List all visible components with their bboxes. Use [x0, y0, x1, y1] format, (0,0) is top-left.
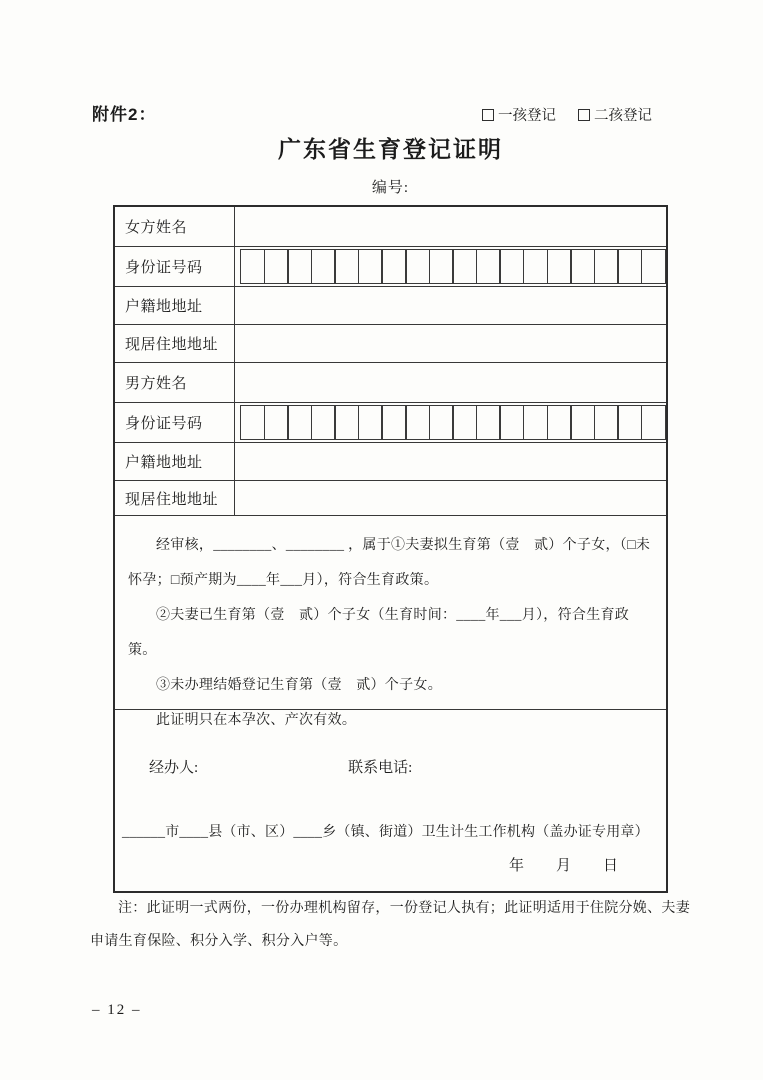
- id-digit-cell[interactable]: [499, 405, 524, 440]
- two-child-checkbox-item: [578, 104, 652, 125]
- id-digit-cell[interactable]: [523, 249, 548, 284]
- id-digit-cell[interactable]: [452, 249, 477, 284]
- id-digit-cell[interactable]: [476, 249, 501, 284]
- handler-label: 经办人:: [149, 760, 199, 776]
- id-digit-cell[interactable]: [240, 405, 265, 440]
- id-digit-cell[interactable]: [311, 405, 336, 440]
- man-name-field[interactable]: [235, 363, 666, 402]
- table-row: [115, 247, 666, 287]
- date-line: [115, 854, 666, 875]
- id-digit-cell[interactable]: [547, 405, 572, 440]
- woman-id-number-field[interactable]: [235, 247, 666, 286]
- id-digit-cell[interactable]: [617, 405, 642, 440]
- table-row: [115, 403, 666, 443]
- date-year-label: 年: [508, 858, 524, 874]
- registration-type-checkboxes: [482, 104, 652, 125]
- id-digit-cell[interactable]: [570, 405, 595, 440]
- page-number: – 12 –: [92, 1002, 142, 1018]
- id-digit-cell[interactable]: [358, 249, 383, 284]
- review-paragraph-1: 经审核，________、________ ，属于①夫妻拟生育第（壹 贰）个子女，（□未怀孕；□预产期为____年___月），符合生育政策。: [128, 538, 651, 588]
- id-digit-cell[interactable]: [594, 249, 619, 284]
- id-digit-cell[interactable]: [358, 405, 383, 440]
- two-child-checkbox-label: 二孩登记: [594, 108, 652, 124]
- table-row: [115, 207, 666, 247]
- id-digit-cell[interactable]: [452, 405, 477, 440]
- one-child-checkbox[interactable]: [482, 109, 494, 121]
- table-row: [115, 481, 666, 516]
- id-digit-cell[interactable]: [547, 249, 572, 284]
- man-current-address-field[interactable]: [235, 481, 666, 515]
- date-day-label: 日: [602, 858, 618, 874]
- id-digit-cell[interactable]: [240, 249, 265, 284]
- row-label: 身份证号码: [115, 403, 235, 442]
- woman-current-address-field[interactable]: [235, 325, 666, 362]
- one-child-checkbox-item: [482, 104, 556, 125]
- table-row: [115, 287, 666, 325]
- row-label: 户籍地地址: [115, 287, 235, 324]
- id-digit-cell[interactable]: [405, 405, 430, 440]
- id-digit-cell[interactable]: [381, 249, 406, 284]
- id-digit-cells: [240, 405, 666, 440]
- table-row: [115, 363, 666, 403]
- id-digit-cell[interactable]: [287, 249, 312, 284]
- id-digit-cell[interactable]: [617, 249, 642, 284]
- review-section: [115, 516, 666, 728]
- id-digit-cell[interactable]: [264, 249, 289, 284]
- id-digit-cell[interactable]: [334, 249, 359, 284]
- table-row: [115, 325, 666, 363]
- man-household-address-field[interactable]: [235, 443, 666, 480]
- review-paragraph-3: ③未办理结婚登记生育第（壹 贰）个子女。: [156, 678, 442, 693]
- attachment-label: 附件2：: [92, 105, 157, 124]
- id-digit-cell[interactable]: [429, 249, 454, 284]
- id-digit-cell[interactable]: [405, 249, 430, 284]
- id-digit-cell[interactable]: [476, 405, 501, 440]
- institution-line: ______市____县（市、区）____乡（镇、街道）卫生计生工作机构（盖办证专用章）: [122, 825, 649, 840]
- id-digit-cell[interactable]: [311, 249, 336, 284]
- woman-household-address-field[interactable]: [235, 287, 666, 324]
- id-digit-cell[interactable]: [641, 405, 666, 440]
- handler-row: [115, 756, 666, 777]
- row-label: 现居住地地址: [115, 325, 235, 362]
- id-digit-cell[interactable]: [429, 405, 454, 440]
- id-digit-cell[interactable]: [523, 405, 548, 440]
- serial-number-label: 编号:: [371, 180, 410, 196]
- id-digit-cell[interactable]: [499, 249, 524, 284]
- one-child-checkbox-label: 一孩登记: [498, 108, 556, 124]
- id-digit-cell[interactable]: [381, 405, 406, 440]
- contact-phone-label: 联系电话:: [348, 760, 413, 776]
- row-label: 现居住地地址: [115, 481, 235, 515]
- review-paragraph-4: 此证明只在本孕次、产次有效。: [156, 713, 357, 728]
- table-row: [115, 443, 666, 481]
- row-label: 户籍地地址: [115, 443, 235, 480]
- two-child-checkbox[interactable]: [578, 109, 590, 121]
- id-digit-cells: [240, 249, 666, 284]
- review-paragraph-2: ②夫妻已生育第（壹 贰）个子女（生育时间：____年___月），符合生育政策。: [128, 608, 630, 658]
- date-month-label: 月: [555, 858, 571, 874]
- id-digit-cell[interactable]: [264, 405, 289, 440]
- registration-form-table: [113, 205, 668, 893]
- woman-name-field[interactable]: [235, 207, 666, 246]
- id-digit-cell[interactable]: [641, 249, 666, 284]
- form-title: 广东省生育登记证明: [278, 137, 503, 162]
- row-label: 身份证号码: [115, 247, 235, 286]
- note-text: 注：此证明一式两份，一份办理机构留存，一份登记人执有；此证明适用于住院分娩、夫妻申请生育保险、积分入学、积分入户等。: [90, 901, 690, 949]
- id-digit-cell[interactable]: [287, 405, 312, 440]
- id-digit-cell[interactable]: [594, 405, 619, 440]
- id-digit-cell[interactable]: [570, 249, 595, 284]
- man-id-number-field[interactable]: [235, 403, 666, 442]
- row-label: 男方姓名: [115, 363, 235, 402]
- row-label: 女方姓名: [115, 207, 235, 246]
- id-digit-cell[interactable]: [334, 405, 359, 440]
